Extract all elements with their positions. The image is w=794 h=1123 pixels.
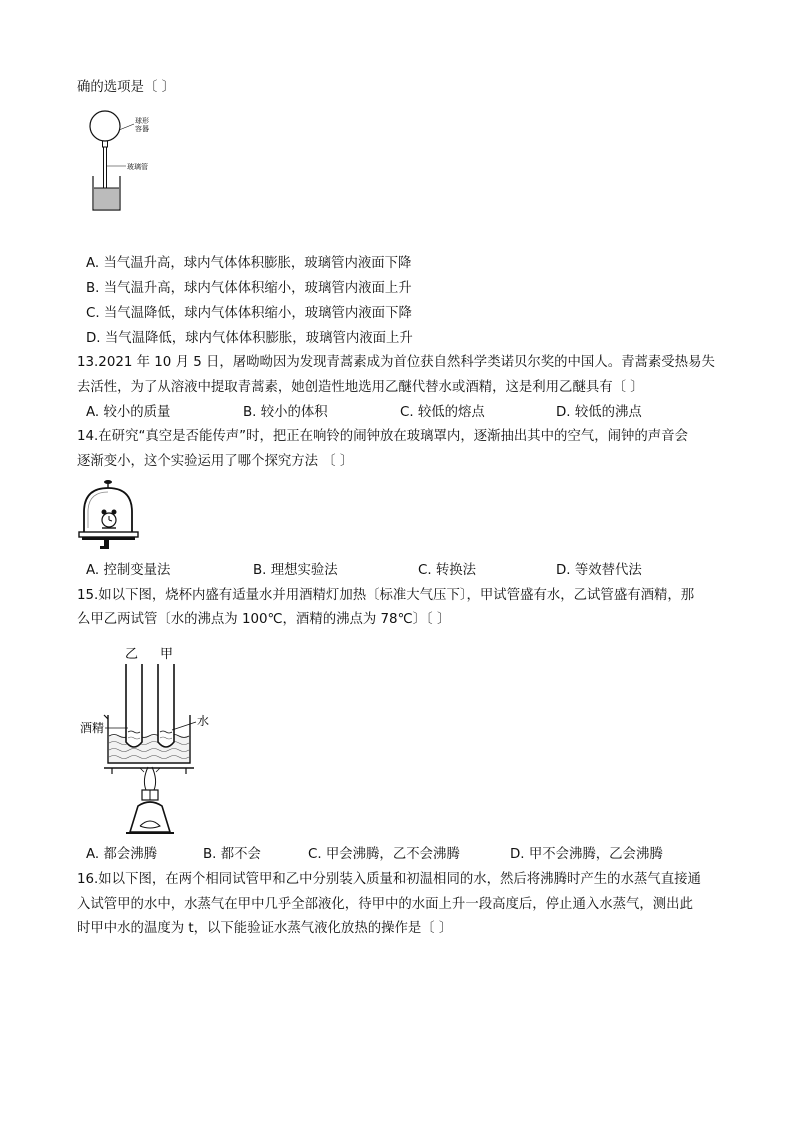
q14-bell-jar-figure bbox=[78, 478, 144, 554]
q15-option-d: D. 甲不会沸腾，乙会沸腾 bbox=[510, 847, 663, 862]
q15-boiling-tubes-figure bbox=[78, 640, 228, 840]
q13-stem-line1: 13.2021 年 10 月 5 日，屠呦呦因为发现青蒿素成为首位获自然科学类诺贝尔奖的中国人。青蒿素受热易失 bbox=[77, 355, 715, 370]
fig-label-water: 水 bbox=[197, 714, 210, 728]
q12-option-a: A. 当气温升高，球内气体体积膨胀，玻璃管内液面下降 bbox=[86, 256, 412, 271]
q16-stem-line2: 入试管甲的水中，水蒸气在甲中几乎全部液化，待甲中的水面上升一段高度后，停止通入水蒸气，测出此 bbox=[77, 897, 693, 912]
q14-stem-line1: 14.在研究“真空是否能传声”时，把正在响铃的闹钟放在玻璃罩内，逐渐抽出其中的空气，闹钟的声音会 bbox=[77, 429, 688, 444]
q13-option-d: D. 较低的沸点 bbox=[556, 405, 642, 420]
fig-label-jia: 甲 bbox=[160, 647, 174, 662]
q14-option-b: B. 理想实验法 bbox=[253, 563, 338, 578]
q12-option-d: D. 当气温降低，球内气体体积膨胀，玻璃管内液面上升 bbox=[86, 331, 413, 346]
q13-option-c: C. 较低的熔点 bbox=[400, 405, 485, 420]
q14-option-a: A. 控制变量法 bbox=[86, 563, 171, 578]
q14-option-c: C. 转换法 bbox=[418, 563, 477, 578]
fig-label-vessel-a: 球形 bbox=[135, 117, 149, 125]
q15-option-a: A. 都会沸腾 bbox=[86, 847, 157, 862]
fig-label-tube: 玻璃管 bbox=[127, 163, 148, 171]
q12-stem-tail: 确的选项是〔 〕 bbox=[77, 80, 175, 95]
q13-stem-line2: 去活性，为了从溶液中提取青蒿素，她创造性地选用乙醚代替水或酒精，这是利用乙醚具有〔 〕 bbox=[77, 380, 644, 395]
q13-option-a: A. 较小的质量 bbox=[86, 405, 171, 420]
q15-stem-line2: 么甲乙两试管〔水的沸点为 100℃，酒精的沸点为 78℃〕〔 〕 bbox=[77, 612, 451, 627]
q12-option-b: B. 当气温升高，球内气体体积缩小，玻璃管内液面上升 bbox=[86, 281, 412, 296]
fig-label-alcohol: 酒精 bbox=[80, 721, 105, 735]
q12-option-c: C. 当气温降低，球内气体体积缩小，玻璃管内液面下降 bbox=[86, 306, 412, 321]
q13-option-b: B. 较小的体积 bbox=[243, 405, 328, 420]
fig-label-vessel-b: 容器 bbox=[135, 125, 149, 133]
q15-stem-line1: 15.如以下图，烧杯内盛有适量水并用酒精灯加热〔标准大气压下〕，甲试管盛有水，乙试管盛有酒精，那 bbox=[77, 588, 695, 603]
q14-stem-line2: 逐渐变小，这个实验运用了哪个探究方法 〔 〕 bbox=[77, 454, 354, 469]
q15-option-c: C. 甲会沸腾，乙不会沸腾 bbox=[308, 847, 460, 862]
q12-bulb-thermometer-figure bbox=[86, 106, 166, 214]
q14-option-d: D. 等效替代法 bbox=[556, 563, 642, 578]
q15-option-b: B. 都不会 bbox=[203, 847, 261, 862]
q16-stem-line1: 16.如以下图，在两个相同试管甲和乙中分别装入质量和初温相同的水，然后将沸腾时产生的水蒸气直接通 bbox=[77, 872, 701, 887]
q16-stem-line3: 时甲中水的温度为 t，以下能验证水蒸气液化放热的操作是〔 〕 bbox=[77, 921, 453, 936]
fig-label-yi: 乙 bbox=[125, 647, 139, 662]
